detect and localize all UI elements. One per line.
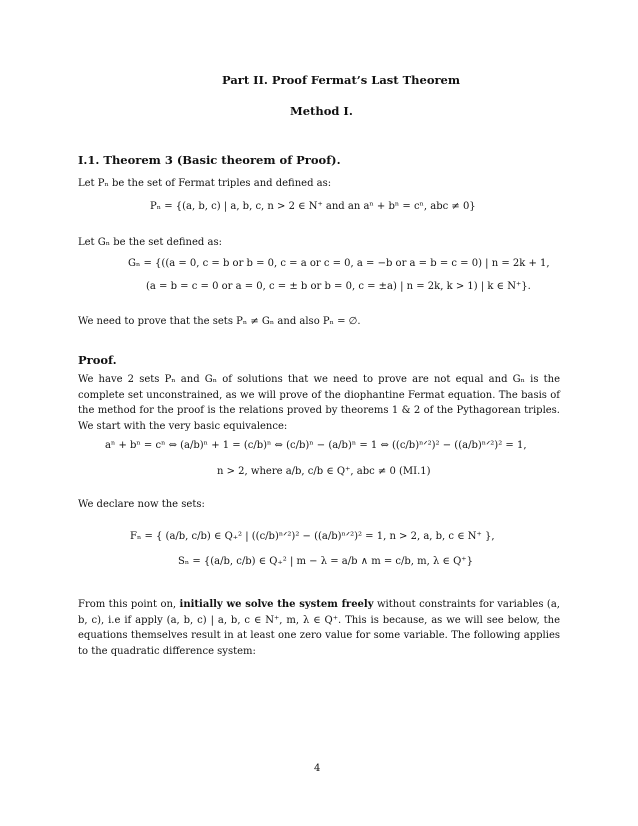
from-text-rest: without constraints for variables (a, b, c), i.e if apply (a, b, c) | a, b, c ∈ N⁺, m, λ ∈ Q⁺. This is because, as we will see below, the equations themselves result in at least one zero value for some variable. The following applies to the quadratic difference system: xyxy=(78,599,560,657)
theorem-heading: I.1. Theorem 3 (Basic theorem of Proof). xyxy=(78,153,341,167)
f-set-definition: Fₙ = { (a/b, c/b) ∈ Q₊² | ((c/b)ⁿᐟ²)² − ((a/b)ⁿᐟ²)² = 1, n > 2, a, b, c ∈ N⁺ }, xyxy=(130,531,495,542)
need-to-prove-statement: We need to prove that the sets Pₙ ≠ Gₙ and also Pₙ = ∅. xyxy=(78,316,361,327)
declare-sets-statement: We declare now the sets: xyxy=(78,499,205,510)
from-this-point-paragraph xyxy=(78,597,560,659)
page-number: 4 xyxy=(314,763,321,774)
proof-paragraph: We have 2 sets Pₙ and Gₙ of solutions that we need to prove are not equal and Gₙ is the complete set unconstrained, as we will prove of the diophantine Fermat equation. The basis of the method for the proof is the relations proved by theorems 1 & 2 of the Pythagorean triples. We start with the very basic equivalence: xyxy=(78,374,560,432)
g-set-definition-line2: (a = b = c = 0 or a = 0, c = ± b or b = 0, c = ±a) | n = 2k, k > 1) | k ∈ N⁺}. xyxy=(146,281,531,292)
proof-heading: Proof. xyxy=(78,353,117,367)
p-set-definition: Pₙ = {(a, b, c) | a, b, c, n > 2 ∈ N⁺ and an aⁿ + bⁿ = cⁿ, abc ≠ 0} xyxy=(150,201,476,212)
equation-mi1-line1: aⁿ + bⁿ = cⁿ ⇔ (a/b)ⁿ + 1 = (c/b)ⁿ ⇔ (c/b)ⁿ − (a/b)ⁿ = 1 ⇔ ((c/b)ⁿᐟ²)² − ((a/b)ⁿᐟ²)² = 1, xyxy=(105,440,527,451)
s-set-definition: Sₙ = {(a/b, c/b) ∈ Q₊² | m − λ = a/b ∧ m = c/b, m, λ ∈ Q⁺} xyxy=(178,556,473,567)
from-text-start: From this point on, xyxy=(78,599,177,610)
method-title: Method I. xyxy=(290,104,353,118)
p-set-intro: Let Pₙ be the set of Fermat triples and defined as: xyxy=(78,178,332,189)
from-text-emphasis: initially we solve the system freely xyxy=(179,599,374,610)
equation-mi1-line2: n > 2, where a/b, c/b ∈ Q⁺, abc ≠ 0 (MI.1) xyxy=(217,466,431,477)
part-title: Part II. Proof Fermat’s Last Theorem xyxy=(222,73,461,87)
g-set-intro: Let Gₙ be the set defined as: xyxy=(78,237,222,248)
g-set-definition-line1: Gₙ = {((a = 0, c = b or b = 0, c = a or c = 0, a = −b or a = b = c = 0) | n = 2k + 1, xyxy=(128,258,550,269)
